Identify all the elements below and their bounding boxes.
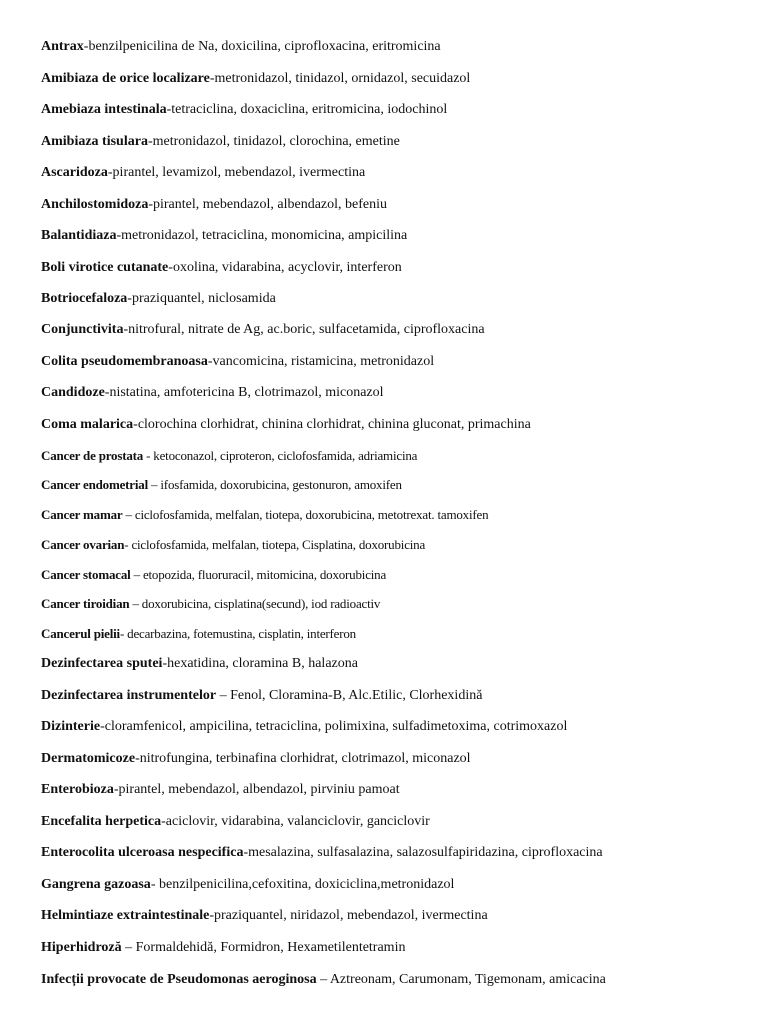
list-item-term: Dizinterie [41, 719, 101, 734]
list-item [41, 39, 441, 55]
list-item-term: Ascaridoza [41, 165, 108, 180]
list-item-text: -cloramfenicol, ampicilina, tetraciclina, polimixina, sulfadimetoxima, cotrimoxazol [100, 719, 568, 734]
list-item-term: Cancer tiroidian [41, 596, 130, 611]
list-item-term: Colita pseudomembranoasa [41, 354, 208, 369]
list-item-term: Cancer endometrial [41, 477, 148, 492]
list-item [41, 719, 567, 735]
list-item-term: Coma malarica [41, 417, 134, 432]
list-item-term: Anchilostomidoza [41, 197, 149, 212]
list-item-text: -mesalazina, sulfasalazina, salazosulfapiridazina, ciprofloxacina [243, 845, 603, 860]
list-item-term: Infecții provocate de Pseudomonas aeroginosa [41, 972, 317, 987]
list-item-text: - ciclofosfamida, melfalan, tiotepa, Cisplatina, doxorubicina [124, 537, 426, 552]
list-item-term: Cancer stomacal [41, 567, 131, 582]
list-item [41, 260, 402, 276]
list-item-text: – Aztreonam, Carumonam, Tigemonam, amicacina [316, 972, 606, 987]
list-item-text: -metronidazol, tinidazol, clorochina, emetine [147, 134, 400, 149]
list-item-text: -metronidazol, tinidazol, ornidazol, secuidazol [209, 71, 471, 86]
list-item-text: -benzilpenicilina de Na, doxicilina, ciprofloxacina, eritromicina [83, 39, 441, 54]
list-item [41, 322, 485, 338]
list-item [41, 751, 471, 767]
list-item-term: Enterobioza [41, 782, 114, 797]
list-item-text: – Fenol, Cloramina-B, Alc.Etilic, Clorhexidină [216, 688, 483, 703]
list-item [41, 134, 400, 150]
list-item-text: - benzilpenicilina,cefoxitina, doxiciclina,metronidazol [150, 877, 455, 892]
list-item [41, 228, 407, 244]
list-item-term: Gangrena gazoasa [41, 877, 151, 892]
list-item [41, 165, 365, 181]
list-item [41, 940, 405, 956]
list-item [41, 972, 606, 988]
list-item-term: Amibiaza tisulara [41, 134, 148, 149]
list-item-text: -praziquantel, niridazol, mebendazol, ivermectina [209, 908, 488, 923]
list-item-term: Balantidiaza [41, 228, 117, 243]
list-item [41, 477, 402, 493]
list-item-term: Cancer mamar [41, 507, 123, 522]
list-item-term: Dermatomicoze [41, 751, 136, 766]
list-item-text: -oxolina, vidarabina, acyclovir, interferon [168, 260, 402, 275]
list-item-term: Cancer de prostata [41, 448, 144, 463]
list-item-term: Hiperhidroză [41, 940, 122, 955]
list-item [41, 537, 425, 553]
list-item-term: Boli virotice cutanate [41, 260, 169, 275]
list-item [41, 626, 356, 642]
list-item-term: Antrax [41, 39, 84, 54]
list-item [41, 417, 531, 433]
list-item [41, 596, 380, 612]
list-item-term: Amibiaza de orice localizare [41, 71, 210, 86]
list-item-term: Dezinfectarea instrumentelor [41, 688, 217, 703]
list-item [41, 908, 488, 924]
list-item-text: - decarbazina, fotemustina, cisplatin, interferon [119, 626, 356, 641]
list-item [41, 688, 482, 704]
list-item-term: Amebiaza intestinala [41, 102, 167, 117]
list-item-text: -nistatina, amfotericina B, clotrimazol, miconazol [104, 385, 384, 400]
list-item-text: -pirantel, levamizol, mebendazol, ivermectina [107, 165, 366, 180]
list-item-text: - ketoconazol, ciproteron, ciclofosfamida, adriamicina [143, 448, 418, 463]
list-item [41, 845, 603, 861]
list-item-term: Helmintiaze extraintestinale [41, 908, 210, 923]
list-item-term: Encefalita herpetica [41, 814, 162, 829]
list-item-text: – ifosfamida, doxorubicina, gestonuron, amoxifen [148, 477, 402, 492]
list-item [41, 197, 387, 213]
list-item [41, 814, 430, 830]
list-item [41, 877, 454, 893]
list-item-text: -praziquantel, niclosamida [127, 291, 276, 306]
list-item [41, 354, 434, 370]
list-item-text: -hexatidina, cloramina B, halazona [162, 656, 358, 671]
list-item [41, 448, 417, 464]
list-item-term: Conjunctivita [41, 322, 124, 337]
list-item [41, 567, 386, 583]
list-item-term: Cancerul pielii [41, 626, 120, 641]
list-item-text: – ciclofosfamida, melfalan, tiotepa, doxorubicina, metotrexat. tamoxifen [122, 507, 489, 522]
list-item-term: Candidoze [41, 385, 105, 400]
list-item [41, 291, 276, 307]
list-item-text: – Formaldehidă, Formidron, Hexametilentetramin [121, 940, 406, 955]
list-item-text: -nitrofungina, terbinafina clorhidrat, clotrimazol, miconazol [135, 751, 471, 766]
list-item [41, 71, 470, 87]
list-item-text: -nitrofural, nitrate de Ag, ac.boric, sulfacetamida, ciprofloxacina [123, 322, 485, 337]
list-item-text: -tetraciclina, doxaciclina, eritromicina, iodochinol [166, 102, 448, 117]
list-item-text: – etopozida, fluoruracil, mitomicina, doxorubicina [130, 567, 387, 582]
list-item [41, 385, 384, 401]
list-item-text: – doxorubicina, cisplatina(secund), iod radioactiv [129, 596, 381, 611]
list-item [41, 507, 488, 523]
list-item-term: Dezinfectarea sputei [41, 656, 163, 671]
list-item-term: Cancer ovarian [41, 537, 125, 552]
list-item-text: -vancomicina, ristamicina, metronidazol [207, 354, 435, 369]
list-item [41, 656, 358, 672]
list-item-text: -clorochina clorhidrat, chinina clorhidrat, chinina gluconat, primachina [133, 417, 531, 432]
list-item-term: Enterocolita ulceroasa nespecifica [41, 845, 244, 860]
list-item-text: -pirantel, mebendazol, albendazol, befeniu [148, 197, 388, 212]
list-item-term: Botriocefaloza [41, 291, 128, 306]
list-item-text: -metronidazol, tetraciclina, monomicina, ampicilina [116, 228, 408, 243]
list-item-text: -pirantel, mebendazol, albendazol, pirviniu pamoat [113, 782, 400, 797]
list-item [41, 782, 400, 798]
list-item-text: -aciclovir, vidarabina, valanciclovir, ganciclovir [161, 814, 430, 829]
list-item [41, 102, 447, 118]
